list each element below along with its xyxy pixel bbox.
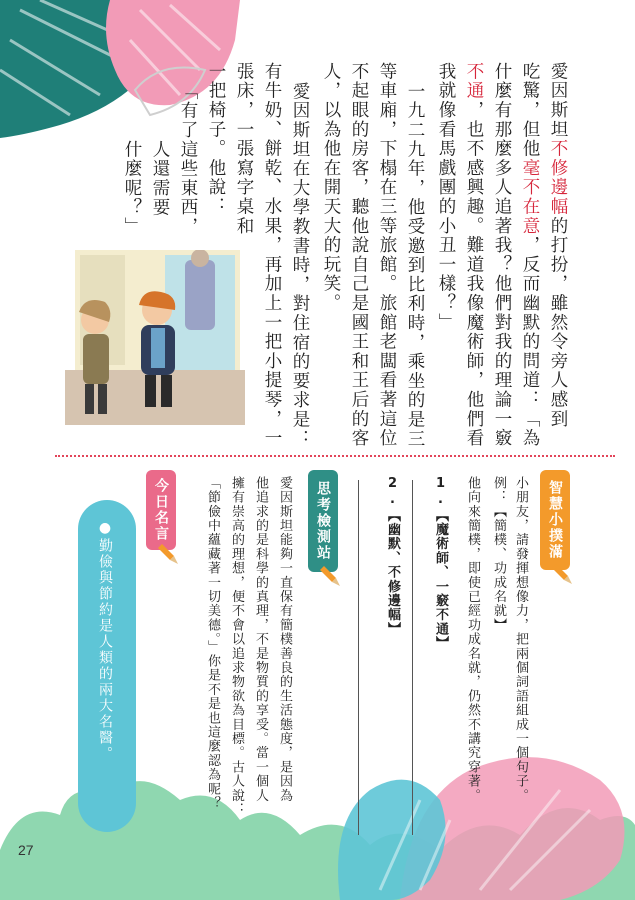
story-text-span: 什麼有那麼多人追著我？他們對我的理論一竅 <box>492 62 512 448</box>
story-text-span: 等車廂，下榻在三等旅館。旅館老闆看著這位 <box>377 62 397 448</box>
think-text-column-4: 「節儉中蘊藏著一切美德。」你是不是也這麼認為呢？ <box>205 476 220 811</box>
quote-text: ●勤儉與節約是人類的兩大名醫。 <box>97 520 113 762</box>
wisdom-example-sentence: 他向來簡樸，即使已經功成名就，仍然不講究穿著。 <box>465 476 480 803</box>
section-divider <box>55 455 615 457</box>
highlight-hao-bu-zai-yi: 毫不在意 <box>520 158 540 236</box>
story-text-span: 一把椅子。他說： <box>206 62 226 217</box>
story-column-11 <box>262 62 282 448</box>
story-column-2 <box>520 62 540 448</box>
story-column-16 <box>122 140 142 237</box>
einstein-illustration <box>65 250 245 425</box>
story-text-span: 吃驚，但他 <box>520 62 540 159</box>
story-column-9 <box>321 62 341 313</box>
story-text-span: ，反而幽默的問道：「為 <box>520 235 540 449</box>
story-text-span: 一九二九年，他受邀到比利時，乘坐的是三 <box>405 82 425 449</box>
story-column-8 <box>349 62 369 448</box>
story-column-15 <box>150 140 170 217</box>
wisdom-section-tag: 智慧小撲滿 <box>540 470 570 570</box>
story-text-span: 人還需要 <box>150 140 170 218</box>
exercise-1-answer-line[interactable] <box>412 480 413 835</box>
story-column-13 <box>206 62 226 216</box>
story-column-1 <box>548 62 568 429</box>
exercise-2-answer-line[interactable] <box>358 480 359 835</box>
story-column-7 <box>377 62 397 448</box>
story-column-12 <box>234 62 254 236</box>
story-text-span: 張床，一張寫字桌和 <box>234 62 254 236</box>
story-column-5 <box>436 62 456 332</box>
story-text-span: 「有了這些東西， <box>178 82 198 237</box>
story-text-span: 有牛奶、餅乾、水果，再加上一把小提琴，一 <box>262 62 282 448</box>
highlight-bu-xiu-bian-fu: 不修邊幅 <box>548 139 568 217</box>
story-text-span: 不起眼的房客，聽他說自己是國王和王后的客 <box>349 62 369 448</box>
think-text-column-3: 擁有崇高的理想，便不會以追求物欲為目標。古人說： <box>229 476 244 817</box>
story-column-4 <box>464 62 484 448</box>
story-text-span: 人，以為他在開天大的玩笑。 <box>321 62 341 313</box>
think-section-tag: 思考檢測站 <box>308 470 338 572</box>
pencil-icon <box>552 560 574 586</box>
think-text-column-2: 他追求的是科學的真理，不是物質的享受。當一個人 <box>253 476 268 803</box>
story-text-span: 愛因斯坦在大學教書時，對住宿的要求是： <box>290 82 310 449</box>
quote-card <box>78 500 136 832</box>
page-number: 27 <box>18 842 34 858</box>
story-column-10 <box>290 82 310 449</box>
highlight-yi-qiao-bu-tong: 不通 <box>464 62 484 101</box>
story-text-span: 愛因斯坦 <box>548 62 568 140</box>
story-text-span: ，也不感興趣。難道我像魔術師，他們看 <box>464 100 484 449</box>
story-text-span: 的打扮，雖然令旁人感到 <box>548 216 568 429</box>
pencil-icon <box>158 540 180 566</box>
story-column-6 <box>405 82 425 449</box>
story-column-3 <box>492 62 512 448</box>
gray-leaf-outline <box>130 60 210 120</box>
wisdom-instruction: 小朋友，請發揮想像力，把兩個詞語組成一個句子。 <box>513 476 528 803</box>
story-text-span: 什麼呢？」 <box>122 140 142 237</box>
wisdom-example: 例：【簡樸、功成名就】 <box>491 476 506 633</box>
story-text-span: 我就像看馬戲團的小丑一樣？」 <box>436 62 456 333</box>
exercise-1-label: 1.【魔術師、一竅不通】 <box>433 476 448 651</box>
pencil-icon <box>320 562 342 588</box>
exercise-2-label: 2.【幽默、不修邊幅】 <box>385 476 400 637</box>
quote-section-tag: 今日名言 <box>146 470 176 550</box>
story-column-14 <box>178 82 198 236</box>
think-text-column-1: 愛因斯坦能夠一直保有簡樸善良的生活態度，是因為 <box>277 476 292 803</box>
